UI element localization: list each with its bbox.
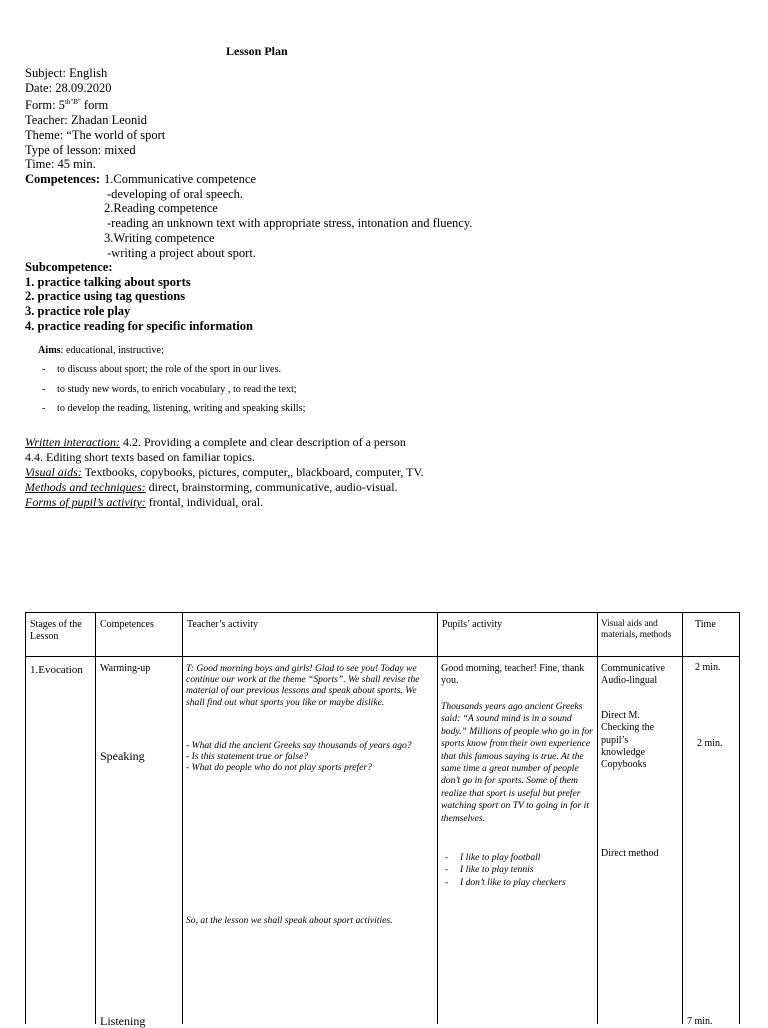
teacher-question: - What did the ancient Greeks say thousands of years ago?	[186, 740, 412, 751]
written-text: 4.2. Providing a complete and clear description of a person	[120, 435, 406, 449]
page-title: Lesson Plan	[226, 44, 288, 58]
header-competences: Competences	[100, 619, 154, 630]
competence-line: 2.Reading competence	[104, 201, 218, 216]
visual-aids-2: Direct M. Checking the pupil’s knowledge Copybooks	[601, 710, 655, 771]
table-col-line	[597, 612, 598, 1024]
competences-label: Competences:	[25, 172, 100, 187]
header-pupils: Pupils’ activity	[442, 619, 503, 630]
lesson-type-line: Type of lesson: mixed	[25, 142, 136, 157]
form-sup: th"B"	[64, 98, 81, 107]
aims-intro: : educational, instructive;	[60, 345, 164, 356]
pupils-list-item: - I don’t like to play checkers	[441, 877, 596, 889]
stage-evocation: 1.Evocation	[30, 664, 83, 676]
competence-listening: Listening	[100, 1014, 146, 1028]
competence-line: 3.Writing competence	[104, 230, 215, 245]
visual-aids-1: Communicative Audio-lingual	[601, 663, 665, 687]
subcompetence-item: 4. practice reading for specific information	[25, 318, 253, 333]
header-block	[25, 66, 473, 334]
time-3: 7 min.	[687, 1016, 713, 1027]
methods-label: Methods and techniques:	[25, 480, 146, 494]
aims-item: - to study new words, to enrich vocabulary , to read the text;	[38, 384, 305, 404]
aims-line	[38, 345, 164, 356]
theme-line: Theme: “The world of sport	[25, 127, 166, 142]
time-2: 2 min.	[697, 738, 723, 749]
aims-item: - to develop the reading, listening, writing and speaking skills;	[38, 403, 305, 423]
teacher-questions	[186, 740, 432, 774]
info-block	[25, 435, 424, 510]
table-col-line	[739, 612, 740, 1024]
teacher-line: Teacher: Zhadan Leonid	[25, 113, 147, 128]
competence-line: -writing a project about sport.	[107, 245, 256, 260]
visual-label: Visual aids:	[25, 465, 82, 479]
teacher-question: - What do people who do not play sports prefer?	[186, 762, 372, 774]
forms-line	[25, 495, 424, 510]
visual-text: Textbooks, copybooks, pictures, computer,, blackboard, computer, TV.	[81, 465, 424, 479]
teacher-close: So, at the lesson we shall speak about sport activities.	[186, 915, 393, 926]
table-col-line	[95, 612, 96, 1024]
competence-line: 1.Communicative competence	[104, 172, 257, 187]
competence-line: -developing of oral speech.	[107, 186, 244, 201]
subcompetence-item: 1. practice talking about sports	[25, 274, 191, 289]
subcompetence-item: 3. practice role play	[25, 304, 131, 319]
table-header-divider	[25, 656, 740, 657]
aims-list	[38, 364, 305, 423]
competence-warmup: Warming-up	[100, 663, 151, 674]
subcompetence-label: Subcompetence:	[25, 260, 113, 275]
written-interaction-line	[25, 435, 424, 450]
subcompetence-item: 2. practice using tag questions	[25, 289, 186, 304]
table-col-line	[682, 612, 683, 1024]
form-suffix: form	[80, 98, 109, 113]
header-visual: Visual aids and materials, methods	[601, 619, 672, 640]
visual-aids-3: Direct method	[601, 848, 659, 859]
editing-line: 4.4. Editing short texts based on familiar topics.	[25, 450, 255, 464]
pupils-list	[441, 852, 596, 889]
aims-item: - to discuss about sport; the role of the sport in our lives.	[38, 364, 305, 384]
table-col-line	[182, 612, 183, 1024]
written-label: Written interaction:	[25, 435, 120, 449]
header-teacher: Teacher’s activity	[187, 619, 259, 630]
form-prefix: Form: 5	[25, 98, 65, 113]
aims-label: Aims	[38, 345, 61, 356]
pupils-answer: Thousands years ago ancient Greeks said: “A sound mind is in a sound body.” Millions of people who go in for sports know from their own experience that this famous saying is true. At the same time a great number of people don’t go in for sports. Some of them realize that sport is useful but prefer watching sport on TV to going in for it themselves.	[441, 701, 593, 824]
header-stages: Stages of the Lesson	[30, 619, 82, 643]
header-time: Time	[695, 619, 716, 630]
teacher-question: - Is this statement true or false?	[186, 751, 309, 763]
table-col-line	[25, 612, 26, 1024]
pupils-greeting: Good morning, teacher! Fine, thank you.	[441, 663, 585, 687]
table-border-top	[25, 612, 740, 613]
date-line: Date: 28.09.2020	[25, 80, 112, 95]
pupils-list-item: - I like to play football	[441, 852, 596, 864]
form-line	[25, 95, 253, 113]
time-line: Time: 45 min.	[25, 157, 96, 172]
visual-aids-line	[25, 465, 424, 480]
forms-label: Forms of pupil’s activity:	[25, 495, 146, 509]
subject-line: Subject: English	[25, 66, 108, 80]
competence-line: -reading an unknown text with appropriate stress, intonation and fluency.	[107, 216, 473, 231]
methods-text: direct, brainstorming, communicative, audio-visual.	[145, 480, 398, 494]
methods-line	[25, 480, 424, 495]
teacher-greeting: T: Good morning boys and girls! Glad to see you! Today we continue our work at the theme “Sports”. We shall revise the material of our previous lessons and speak about sports. We shall find out what sports you like or maybe dislike.	[186, 663, 420, 708]
competences-list	[104, 172, 472, 260]
competence-speaking: Speaking	[100, 749, 145, 763]
competences-block	[25, 172, 473, 260]
pupils-list-item: - I like to play tennis	[441, 864, 596, 876]
table-col-line	[437, 612, 438, 1024]
forms-text: frontal, individual, oral.	[145, 495, 264, 509]
time-1: 2 min.	[695, 662, 721, 673]
